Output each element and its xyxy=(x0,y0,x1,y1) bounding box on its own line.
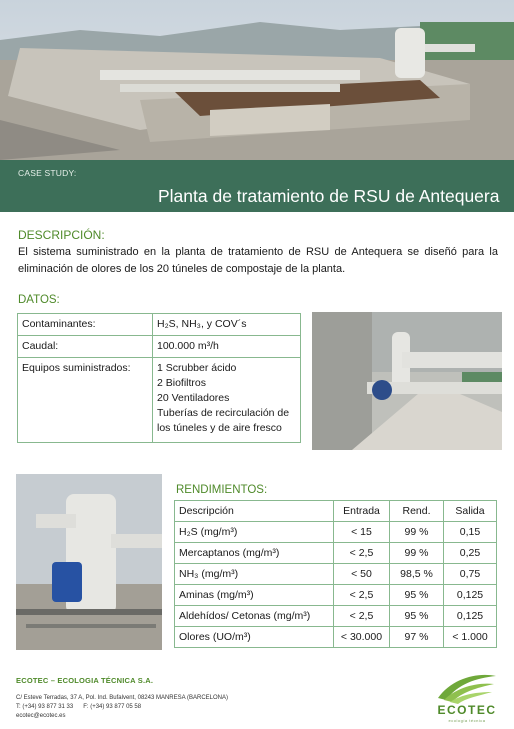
column-header: Salida xyxy=(444,501,497,522)
table-header-row xyxy=(175,501,497,522)
datos-label: Caudal: xyxy=(18,336,153,358)
cell-desc: Olores (UO/m³) xyxy=(175,627,334,648)
column-header: Rend. xyxy=(390,501,444,522)
cell-entrada: < 50 xyxy=(334,564,390,585)
cell-entrada: < 2,5 xyxy=(334,606,390,627)
datos-label: Equipos suministrados: xyxy=(18,358,153,443)
cell-salida: 0,25 xyxy=(444,543,497,564)
case-study-label: CASE STUDY: xyxy=(18,168,77,178)
rendimientos-heading: RENDIMIENTOS: xyxy=(176,484,268,496)
cell-desc: H₂S (mg/m³) xyxy=(175,522,334,543)
cell-rend: 95 % xyxy=(390,585,444,606)
table-row xyxy=(18,314,301,336)
cell-rend: 97 % xyxy=(390,627,444,648)
datos-value: 100.000 m³/h xyxy=(153,336,301,358)
datos-value: 1 Scrubber ácido 2 Biofiltros 20 Ventiladores Tuberías de recirculación de los túneles y de aire fresco xyxy=(153,358,301,443)
datos-heading: DATOS: xyxy=(18,294,60,306)
column-header: Descripción xyxy=(175,501,334,522)
datos-table xyxy=(17,313,301,443)
cell-rend: 99 % xyxy=(390,543,444,564)
cell-entrada: < 15 xyxy=(334,522,390,543)
cell-rend: 99 % xyxy=(390,522,444,543)
cell-desc: Aldehídos/ Cetonas (mg/m³) xyxy=(175,606,334,627)
table-row xyxy=(175,585,497,606)
descripcion-heading: DESCRIPCIÓN: xyxy=(18,228,105,242)
datos-value: H₂S, NH₃, y COV´s xyxy=(153,314,301,336)
cell-rend: 95 % xyxy=(390,606,444,627)
cell-desc: NH₃ (mg/m³) xyxy=(175,564,334,585)
cell-entrada: < 2,5 xyxy=(334,543,390,564)
footer-phone: T: (+34) 93 877 31 33 F: (+34) 93 877 05 58 xyxy=(16,704,142,710)
hero-photo xyxy=(0,0,514,160)
table-row xyxy=(175,564,497,585)
cell-salida: 0,15 xyxy=(444,522,497,543)
cell-rend: 98,5 % xyxy=(390,564,444,585)
footer-company: ECOTEC – ECOLOGIA TÉCNICA S.A. xyxy=(16,676,154,685)
logo-tagline: ecología técnica xyxy=(448,718,486,723)
rendimientos-table xyxy=(174,500,497,648)
cell-salida: 0,125 xyxy=(444,585,497,606)
table-row xyxy=(175,543,497,564)
cell-salida: 0,125 xyxy=(444,606,497,627)
footer-email[interactable]: ecotec@ecotec.es xyxy=(16,713,66,719)
cell-salida: 0,75 xyxy=(444,564,497,585)
installation-photo-ducts xyxy=(312,312,502,450)
table-row xyxy=(175,606,497,627)
cell-salida: < 1.000 xyxy=(444,627,497,648)
datos-label: Contaminantes: xyxy=(18,314,153,336)
footer-address: C/ Esteve Terradas, 37 A, Pol. Ind. Bufalvent, 08243 MANRESA (BARCELONA) xyxy=(16,695,228,701)
cell-entrada: < 30.000 xyxy=(334,627,390,648)
page-title: Planta de tratamiento de RSU de Antequera xyxy=(158,186,500,206)
table-row xyxy=(175,522,497,543)
cell-entrada: < 2,5 xyxy=(334,585,390,606)
table-row xyxy=(175,627,497,648)
cell-desc: Mercaptanos (mg/m³) xyxy=(175,543,334,564)
logo-name: ECOTEC xyxy=(437,703,497,717)
cell-desc: Aminas (mg/m³) xyxy=(175,585,334,606)
descripcion-text: El sistema suministrado en la planta de tratamiento de RSU de Antequera se diseñó para la eliminación de olores de los 20 túneles de compostaje de la planta. xyxy=(18,246,498,275)
column-header: Entrada xyxy=(334,501,390,522)
table-row xyxy=(18,358,301,443)
installation-photo-scrubber xyxy=(16,474,162,650)
table-row xyxy=(18,336,301,358)
